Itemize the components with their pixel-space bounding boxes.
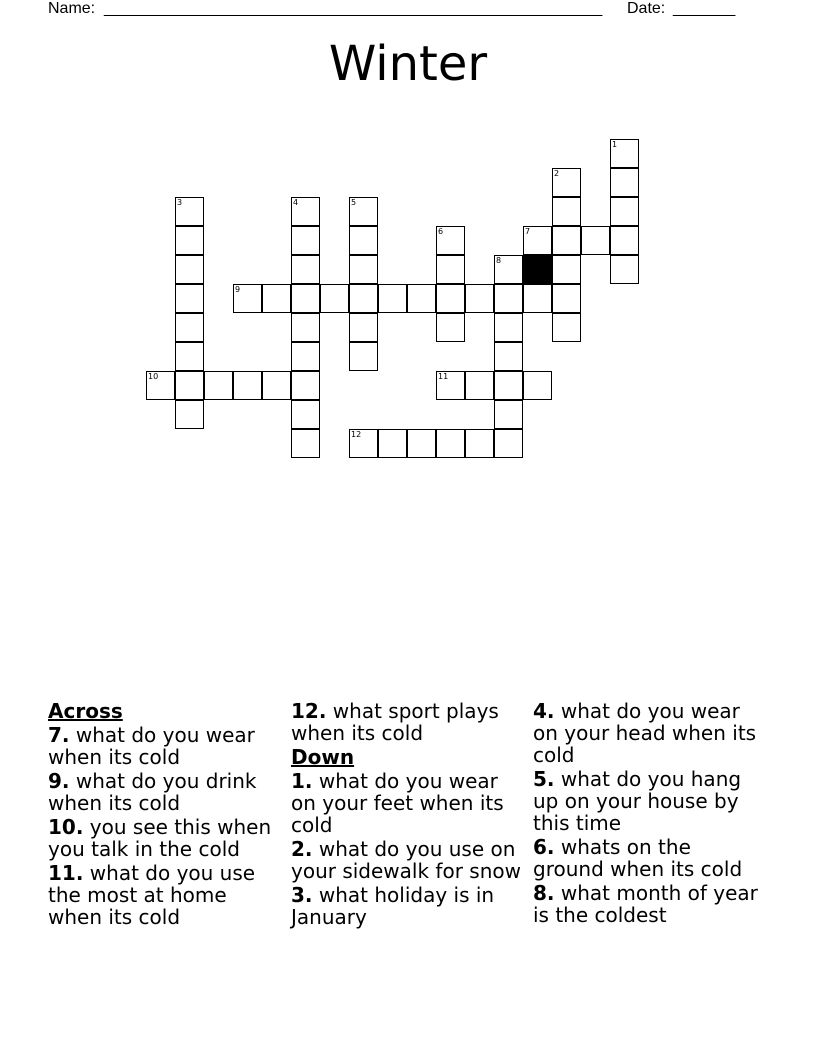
grid-cell[interactable] (175, 197, 204, 226)
grid-cell[interactable] (204, 371, 233, 400)
grid-cell[interactable] (291, 371, 320, 400)
grid-cell[interactable] (581, 226, 610, 255)
clue-number: 6 (438, 227, 444, 236)
grid-cell[interactable] (291, 226, 320, 255)
grid-cell[interactable] (349, 284, 378, 313)
grid-cell[interactable] (494, 429, 523, 458)
grid-cell[interactable] (233, 284, 262, 313)
grid-cell[interactable] (436, 429, 465, 458)
name-field[interactable]: ________________________________________________________ (104, 0, 603, 17)
grid-cell[interactable] (610, 197, 639, 226)
grid-cell[interactable] (349, 226, 378, 255)
clue-number: 10 (148, 372, 159, 381)
grid-cell[interactable] (552, 313, 581, 342)
grid-cell[interactable] (291, 342, 320, 371)
grid-cell[interactable] (291, 429, 320, 458)
clue-number: 2 (554, 169, 560, 178)
grid-cell[interactable] (552, 226, 581, 255)
clue-across-12: 12. what sport plays when its cold (291, 699, 499, 745)
grid-cell[interactable] (349, 313, 378, 342)
clue-across-7: 7. what do you wear when its cold (48, 723, 255, 769)
grid-cell[interactable] (175, 284, 204, 313)
clue-number: 12 (351, 430, 362, 439)
grid-cell[interactable] (610, 226, 639, 255)
clue-number: 1 (612, 140, 618, 149)
grid-cell[interactable] (233, 371, 262, 400)
grid-cell[interactable] (349, 342, 378, 371)
grid-cell[interactable] (552, 197, 581, 226)
across-header: Across (48, 699, 123, 723)
clue-across-10: 10. you see this when you talk in the cold (48, 815, 272, 861)
grid-cell[interactable] (523, 284, 552, 313)
grid-cell[interactable] (378, 429, 407, 458)
grid-cell[interactable] (494, 255, 523, 284)
grid-cell[interactable] (610, 139, 639, 168)
down-header: Down (291, 745, 355, 769)
grid-cell[interactable] (175, 371, 204, 400)
grid-cell[interactable] (494, 342, 523, 371)
clue-column-3 (533, 700, 765, 928)
grid-cell[interactable] (146, 371, 175, 400)
clue-column-2 (291, 700, 523, 930)
grid-cell[interactable] (262, 284, 291, 313)
grid-cell[interactable] (465, 371, 494, 400)
grid-cell[interactable] (436, 226, 465, 255)
clue-down-3: 3. what holiday is in January (291, 883, 495, 929)
grid-cell[interactable] (407, 429, 436, 458)
clue-down-5: 5. what do you hang up on your house by this time (533, 767, 742, 835)
grid-cell[interactable] (378, 284, 407, 313)
grid-cell[interactable] (436, 313, 465, 342)
grid-cell[interactable] (610, 168, 639, 197)
crossword-grid (0, 0, 816, 520)
clue-number: 5 (351, 198, 357, 207)
grid-cell[interactable] (610, 255, 639, 284)
grid-cell[interactable] (349, 255, 378, 284)
grid-cell[interactable] (494, 400, 523, 429)
name-label: Name: (48, 0, 96, 17)
clue-number: 3 (177, 198, 183, 207)
grid-cell[interactable] (552, 168, 581, 197)
grid-cell[interactable] (407, 284, 436, 313)
grid-cell[interactable] (436, 284, 465, 313)
grid-cell[interactable] (552, 255, 581, 284)
grid-cell[interactable] (291, 313, 320, 342)
grid-cell[interactable] (523, 371, 552, 400)
clue-number: 7 (525, 227, 531, 236)
grid-cell[interactable] (349, 197, 378, 226)
clue-number: 9 (235, 285, 241, 294)
clue-number: 4 (293, 198, 299, 207)
grid-cell[interactable] (349, 429, 378, 458)
grid-cell[interactable] (436, 255, 465, 284)
clue-column-1 (48, 700, 280, 930)
grid-cell[interactable] (175, 226, 204, 255)
grid-cell[interactable] (291, 400, 320, 429)
clue-down-4: 4. what do you wear on your head when its cold (533, 699, 757, 767)
grid-block (523, 255, 552, 284)
grid-cell[interactable] (465, 429, 494, 458)
grid-cell[interactable] (523, 226, 552, 255)
clue-down-2: 2. what do you use on your sidewalk for snow (291, 837, 521, 883)
grid-cell[interactable] (494, 284, 523, 313)
grid-cell[interactable] (552, 284, 581, 313)
grid-cell[interactable] (291, 255, 320, 284)
grid-cell[interactable] (175, 342, 204, 371)
page-title: Winter (328, 36, 488, 92)
clue-down-1: 1. what do you wear on your feet when its cold (291, 769, 504, 837)
grid-cell[interactable] (494, 371, 523, 400)
date-field[interactable]: _______ (673, 0, 736, 17)
grid-cell[interactable] (320, 284, 349, 313)
clue-down-6: 6. whats on the ground when its cold (533, 835, 743, 881)
clue-number: 11 (438, 372, 449, 381)
grid-cell[interactable] (465, 284, 494, 313)
grid-cell[interactable] (175, 313, 204, 342)
clue-across-9: 9. what do you drink when its cold (48, 769, 257, 815)
date-label: Date: (627, 0, 666, 17)
grid-cell[interactable] (175, 255, 204, 284)
grid-cell[interactable] (291, 197, 320, 226)
clue-across-11: 11. what do you use the most at home when its cold (48, 861, 256, 929)
clue-down-8: 8. what month of year is the coldest (533, 881, 758, 927)
grid-cell[interactable] (262, 371, 291, 400)
clue-number: 8 (496, 256, 502, 265)
grid-cell[interactable] (494, 313, 523, 342)
grid-cell[interactable] (291, 284, 320, 313)
grid-cell[interactable] (436, 371, 465, 400)
grid-cell[interactable] (175, 400, 204, 429)
